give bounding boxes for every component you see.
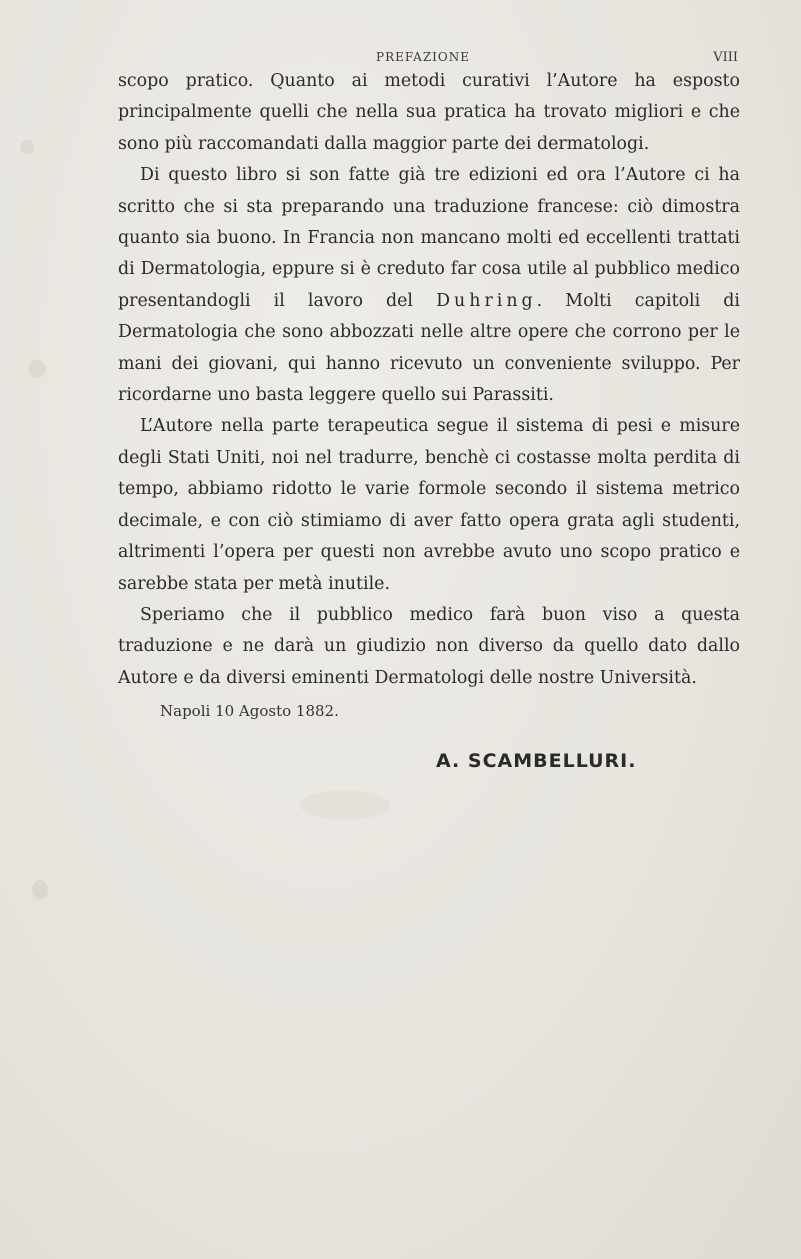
paragraph-3: L’Autore nella parte terapeutica segue il sistema di pesi e misure degli Stati Uniti, noi nel tradurre, benchè ci costasse molta perdita di tempo, abbiamo ridotto le varie formole secondo il sistema metrico decimale, e con ciò stimiamo di aver fatto opera grata agli studenti, altrimenti l’opera per questi non avrebbe avuto uno scopo pratico e sarebbe stata per metà inutile. <box>118 416 740 594</box>
signature: A. SCAMBELLURI. <box>436 750 637 772</box>
author-name: Duhring <box>436 290 537 311</box>
paper-stain <box>32 880 48 900</box>
preface-body <box>118 66 740 694</box>
running-title: PREFAZIONE <box>376 50 470 64</box>
paragraph-1: scopo pratico. Quanto ai metodi curativi l’Autore ha esposto principalmente quelli che nella sua pratica ha trovato migliori e che sono più raccomandati dalla maggior parte dei dermatologi. <box>118 71 740 154</box>
paragraph-2 <box>118 160 740 411</box>
paragraph-2-before: Di questo libro si son fatte già tre edizioni ed ora l’Autore ci ha scritto che si sta preparando una traduzione francese: ciò dimostra quanto sia buono. In Francia non mancano molti ed eccellenti trattati di Dermatologia, eppure si è creduto far cosa utile al pubblico medico presentandogli il lavoro del <box>118 165 740 311</box>
paper-stain <box>20 140 34 154</box>
paragraph-2-after: . Molti capitoli di Dermatologia che sono abbozzati nelle altre opere che corrono per le mani dei giovani, qui hanno ricevuto un conveniente sviluppo. Per ricordarne uno basta leggere quello sui Parassiti. <box>118 290 740 406</box>
paper-stain <box>28 360 46 378</box>
paper-stain <box>300 790 390 820</box>
paragraph-4: Speriamo che il pubblico medico farà buon viso a questa traduzione e ne darà un giudizio non diverso da quello dato dallo Autore e da diversi eminenti Dermatologi delle nostre Università. <box>118 604 740 688</box>
dateline: Napoli 10 Agosto 1882. <box>160 702 339 720</box>
page-number: VIII <box>713 50 738 65</box>
